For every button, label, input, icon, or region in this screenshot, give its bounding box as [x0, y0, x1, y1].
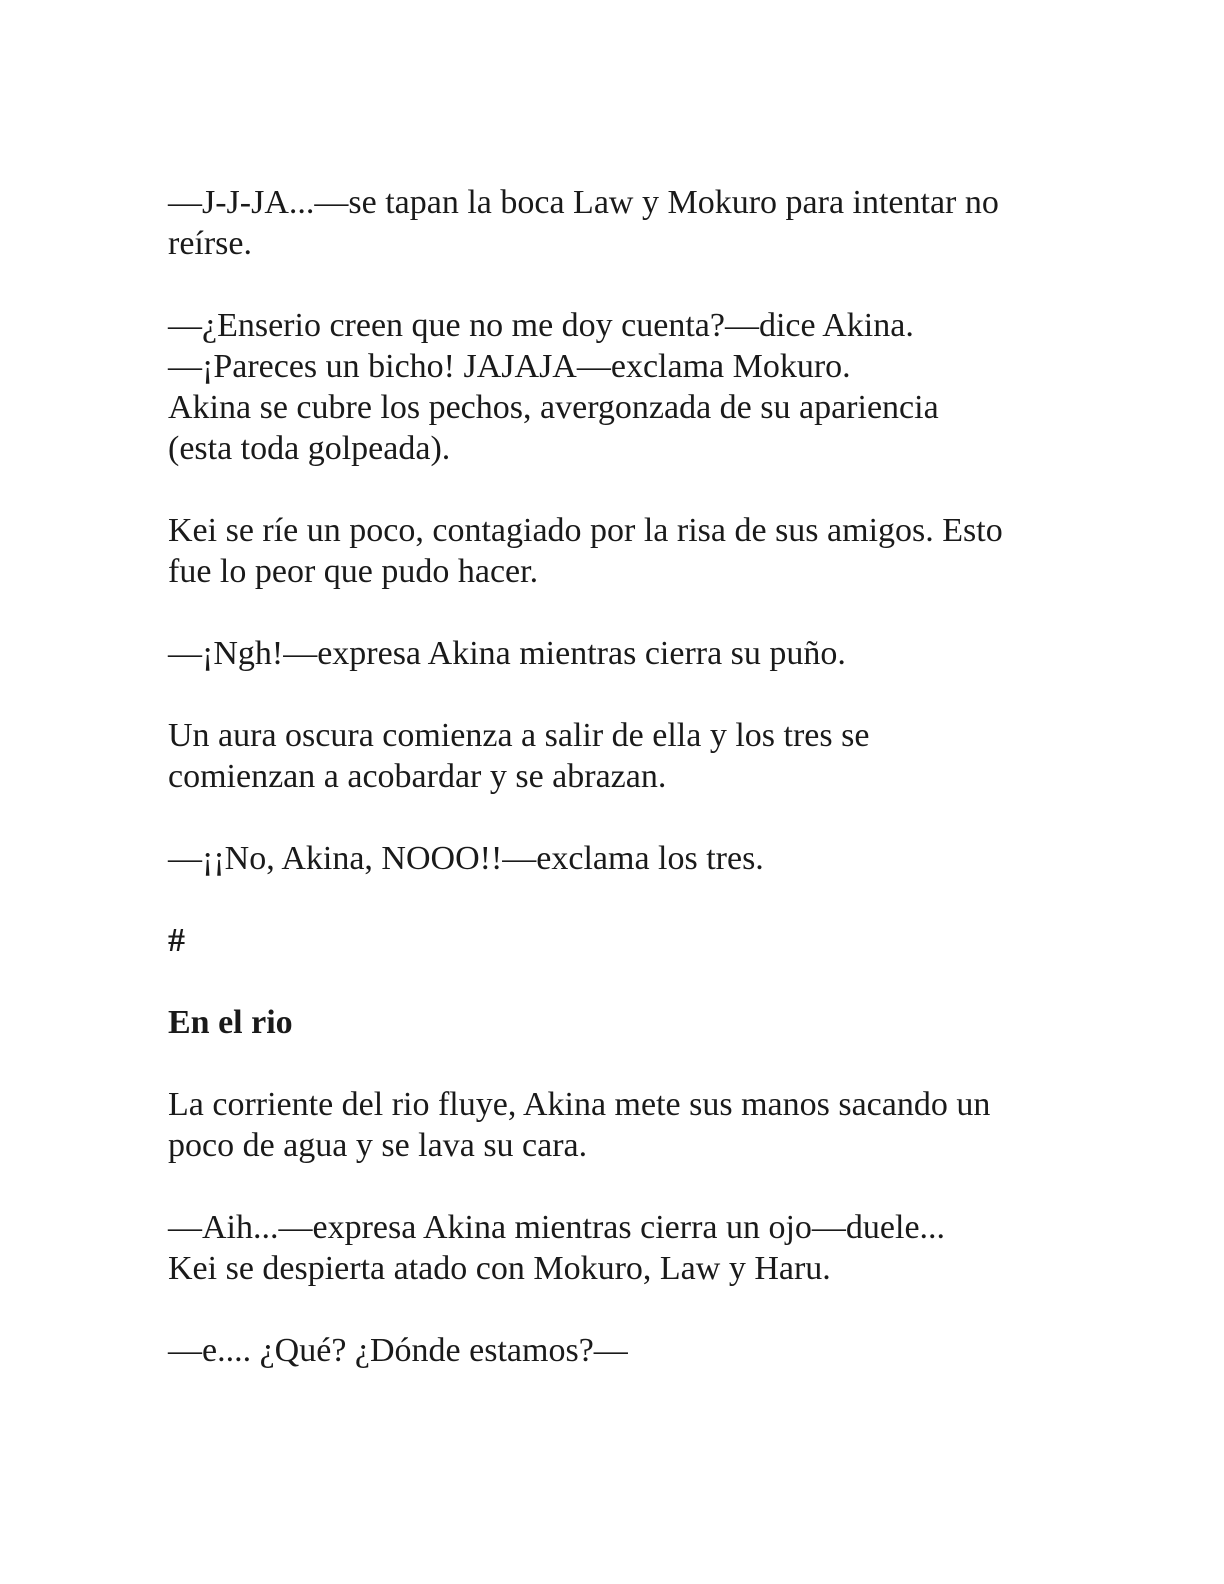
text-line: Kei se despierta atado con Mokuro, Law y Haru. [168, 1250, 831, 1287]
paragraph-gap [168, 1043, 1068, 1084]
text-line: —¡¡No, Akina, NOOO!!—exclama los tres. [168, 840, 764, 877]
text-line: comienzan a acobardar y se abrazan. [168, 758, 667, 795]
paragraph-gap [168, 264, 1068, 305]
paragraph-gap [168, 592, 1068, 633]
text-line: —¿Enserio creen que no me doy cuenta?—dice Akina. [168, 307, 914, 344]
section-heading: En el rio [168, 1004, 293, 1041]
paragraph-gap [168, 797, 1068, 838]
text-line: —J-J-JA...—se tapan la boca Law y Mokuro para intentar no [168, 184, 999, 221]
text-line: Kei se ríe un poco, contagiado por la risa de sus amigos. Esto [168, 512, 1003, 549]
paragraph-gap [168, 961, 1068, 1002]
paragraph-gap [168, 674, 1068, 715]
text-line: reírse. [168, 225, 253, 262]
text-line: Un aura oscura comienza a salir de ella y los tres se [168, 717, 870, 754]
document-page [168, 182, 1068, 1371]
text-line: —¡Pareces un bicho! JAJAJA—exclama Mokuro. [168, 348, 851, 385]
paragraph-gap [168, 469, 1068, 510]
text-line: poco de agua y se lava su cara. [168, 1127, 588, 1164]
paragraph-gap [168, 879, 1068, 920]
text-line: (esta toda golpeada). [168, 430, 451, 467]
text-line: —Aih...—expresa Akina mientras cierra un ojo—duele... [168, 1209, 946, 1246]
paragraph-gap [168, 1289, 1068, 1330]
text-line: Akina se cubre los pechos, avergonzada de su apariencia [168, 389, 939, 426]
scene-break: # [168, 922, 185, 959]
text-line: fue lo peor que pudo hacer. [168, 553, 539, 590]
text-line: —¡Ngh!—expresa Akina mientras cierra su puño. [168, 635, 846, 672]
paragraph-gap [168, 1166, 1068, 1207]
text-line: La corriente del rio fluye, Akina mete sus manos sacando un [168, 1086, 991, 1123]
text-line: —e.... ¿Qué? ¿Dónde estamos?— [168, 1332, 628, 1369]
